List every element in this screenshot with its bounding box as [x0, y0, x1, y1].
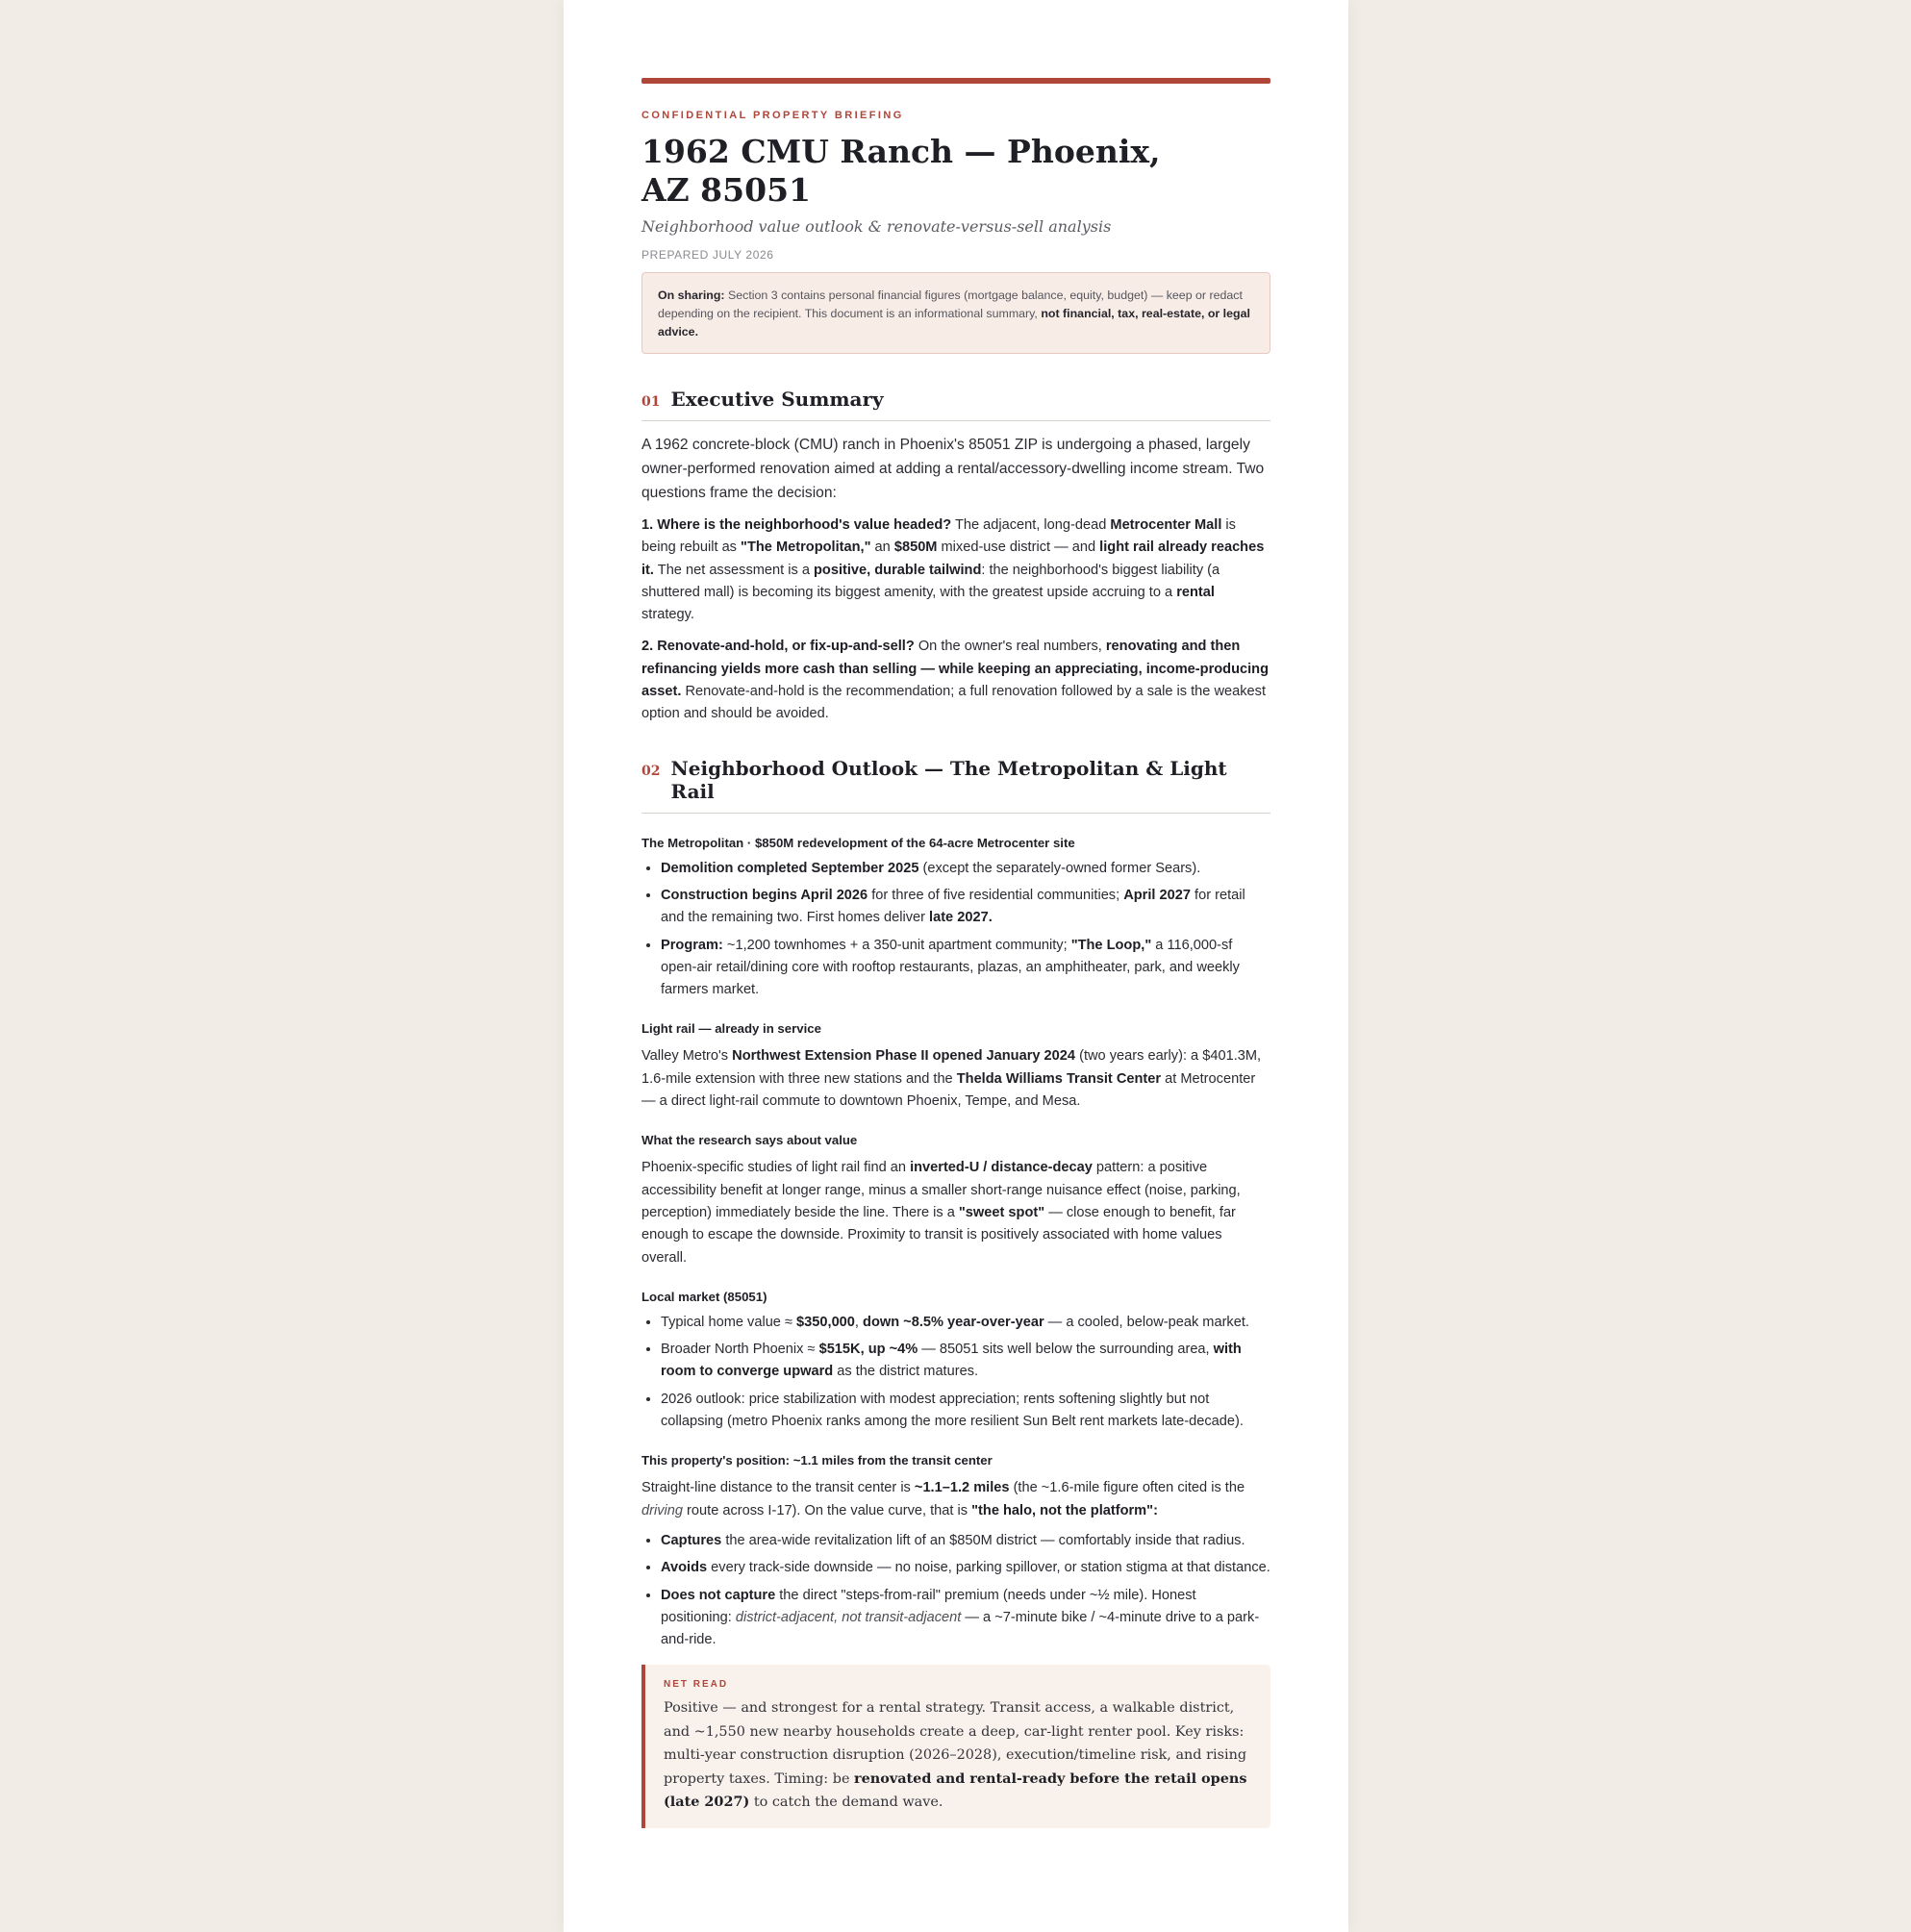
text-emphasis: late 2027.: [929, 910, 993, 926]
text-run: Broader North Phoenix ≈: [661, 1342, 819, 1358]
title-line-1: 1962 CMU Ranch — Phoenix,: [641, 133, 1161, 170]
section-title: Executive Summary: [670, 388, 884, 411]
text-emphasis: Avoids: [661, 1560, 708, 1576]
text-run: The net assessment is a: [653, 562, 815, 578]
subheading-research: What the research says about value: [641, 1133, 858, 1148]
text-run: to catch the demand wave.: [749, 1794, 943, 1811]
property-position-list: [641, 1530, 1270, 1651]
text-emphasis: $350,000: [796, 1314, 855, 1330]
text-emphasis: Metrocenter Mall: [1110, 517, 1222, 533]
question-1-paragraph: [641, 514, 1270, 626]
text-emphasis: down ~8.5% year-over-year: [863, 1314, 1044, 1330]
text-run: — a ~7-minute bike / ~4-minute drive to a park-and-ride.: [661, 1609, 1260, 1648]
document-eyebrow: CONFIDENTIAL PROPERTY BRIEFING: [641, 110, 904, 121]
text-run: an: [870, 539, 894, 556]
text-run: On the owner's real numbers,: [914, 639, 1106, 655]
local-market-list: [641, 1312, 1270, 1433]
research-paragraph: [641, 1157, 1270, 1268]
text-emphasis: Captures: [661, 1532, 722, 1548]
text-emphasis: renovated and rental-ready before the retail opens (late 2027): [664, 1769, 1247, 1811]
text-run: Valley Metro's: [641, 1048, 733, 1065]
notice-disclaimer: not financial, tax, real-estate, or legal advice.: [658, 307, 1250, 339]
text-run: The adjacent, long-dead: [951, 517, 1111, 533]
callout-label: NET READ: [664, 1679, 729, 1691]
text-run: for retail and the remaining two. First homes deliver: [661, 887, 1245, 926]
text-emphasis: $850M: [893, 539, 938, 556]
text-run: the area-wide revitalization lift of an $850M district — comfortably inside that radius.: [721, 1532, 1245, 1548]
text-run: Phoenix-specific studies of light rail find an: [641, 1160, 911, 1176]
text-run: strategy.: [641, 607, 694, 623]
list-item: [661, 885, 1270, 930]
document-content: [641, 78, 1270, 1828]
text-run: as the district matures.: [833, 1364, 979, 1380]
section-number: 01: [641, 394, 661, 410]
subheading-property-position: This property's position: ~1.1 miles from the transit center: [641, 1453, 993, 1468]
text-emphasis: Construction begins April 2026: [661, 887, 868, 903]
section-heading-executive-summary: [641, 388, 1270, 421]
section-title: Neighborhood Outlook — The Metropolitan & Light Rail: [670, 756, 1227, 803]
text-italic: driving: [641, 1502, 683, 1518]
list-item: [661, 1530, 1270, 1552]
list-item: [661, 858, 1270, 880]
property-position-paragraph: [641, 1477, 1270, 1522]
text-emphasis: "the halo, not the platform":: [971, 1502, 1158, 1518]
text-run: ,: [854, 1314, 864, 1330]
notice-label: On sharing:: [658, 289, 725, 302]
text-run: — close enough to benefit, far enough to escape the downside. Proximity to transit is positively associated with home values overall.: [641, 1204, 1236, 1266]
text-emphasis: renovating and then refinancing yields more cash than selling — while keeping an appreciating, income-producing asset.: [641, 639, 1269, 700]
text-emphasis: Does not capture: [661, 1587, 776, 1603]
text-run: every track-side downside — no noise, parking spillover, or station stigma at that distance.: [707, 1560, 1270, 1576]
text-emphasis: Northwest Extension Phase II opened January 2024: [732, 1048, 1076, 1065]
question-2-paragraph: [641, 636, 1270, 725]
document-title: [641, 133, 1270, 210]
list-item: [661, 1389, 1270, 1434]
text-emphasis: Program:: [661, 937, 723, 953]
subheading-local-market: Local market (85051): [641, 1289, 767, 1304]
text-emphasis: ~1.1–1.2 miles: [914, 1480, 1010, 1496]
text-run: at Metrocenter — a direct light-rail commute to downtown Phoenix, Tempe, and Mesa.: [641, 1070, 1256, 1110]
document-subtitle: Neighborhood value outlook & renovate-versus-sell analysis: [641, 217, 1112, 236]
list-item: [661, 1312, 1270, 1334]
list-item: [661, 1557, 1270, 1579]
text-run: a 116,000-sf open-air retail/dining core with rooftop restaurants, plazas, an amphitheater, park, and weekly farmers market.: [661, 937, 1240, 998]
text-emphasis: "The Metropolitan,": [741, 539, 871, 556]
summary-lead: A 1962 concrete-block (CMU) ranch in Phoenix's 85051 ZIP is undergoing a phased, largely owner-performed renovation aimed at adding a rental/accessory-dwelling income stream. Two questions frame the decision:: [641, 437, 1265, 501]
text-run: the direct "steps-from-rail" premium (needs under ~½ mile). Honest positioning:: [661, 1587, 1196, 1625]
subheading-light-rail: Light rail — already in service: [641, 1021, 821, 1037]
text-emphasis: rental: [1176, 584, 1215, 600]
text-run: (the ~1.6-mile figure often cited is the: [1009, 1480, 1245, 1496]
text-run: — a cooled, below-peak market.: [1044, 1314, 1249, 1330]
text-emphasis: positive, durable tailwind: [814, 562, 982, 578]
net-read-callout: [641, 1665, 1270, 1828]
text-run: mixed-use district — and: [937, 539, 1100, 556]
list-item: [661, 935, 1270, 1002]
text-run: is being rebuilt as: [641, 517, 1236, 556]
notice-text: Section 3 contains personal financial figures (mortgage balance, equity, budget) — keep or redact depending on the recipient. This document is an informational summary,: [658, 289, 1243, 320]
question-2-label: 2. Renovate-and-hold, or fix-up-and-sell?: [641, 639, 915, 655]
text-run: 2026 outlook: price stabilization with modest appreciation; rents softening slightly but not collapsing (metro Phoenix ranks among the more resilient Sun Belt rent markets late-decade).: [661, 1391, 1244, 1430]
text-emphasis: April 2027: [1123, 887, 1191, 903]
text-emphasis: inverted-U / distance-decay: [910, 1160, 1093, 1176]
section-number: 02: [641, 763, 661, 779]
text-run: Straight-line distance to the transit center is: [641, 1480, 915, 1496]
text-emphasis: $515K, up ~4%: [818, 1342, 918, 1358]
callout-text: [664, 1696, 1251, 1815]
text-run: pattern: a positive accessibility benefit at longer range, minus a smaller short-range nuisance effect (noise, parking, perception) immediately beside the line. There is a: [641, 1160, 1241, 1220]
question-1-label: 1. Where is the neighborhood's value headed?: [641, 517, 952, 533]
text-emphasis: "The Loop,": [1070, 937, 1152, 953]
accent-rule: [641, 78, 1270, 84]
text-emphasis: light rail already reaches it.: [641, 539, 1265, 578]
text-run: route across I-17). On the value curve, that is: [683, 1502, 972, 1518]
text-run: (two years early): a $401.3M, 1.6-mile extension with three new stations and the: [641, 1048, 1262, 1087]
title-line-2: AZ 85051: [641, 171, 811, 209]
text-run: Typical home value ≈: [661, 1314, 797, 1330]
text-run: — 85051 sits well below the surrounding area,: [918, 1342, 1214, 1358]
text-run: ~1,200 townhomes + a 350-unit apartment community;: [722, 937, 1071, 953]
document-page: [564, 0, 1348, 1932]
text-emphasis: Thelda Williams Transit Center: [956, 1070, 1162, 1087]
text-emphasis: "sweet spot": [958, 1204, 1045, 1220]
subheading-metropolitan: The Metropolitan · $850M redevelopment of the 64-acre Metrocenter site: [641, 835, 1075, 850]
text-emphasis: with room to converge upward: [661, 1342, 1242, 1380]
text-run: Positive — and strongest for a rental strategy. Transit access, a walkable district, and ~1,550 new nearby households create a deep, car-light renter pool. Key risks: multi-year construction disruption (2026–2028), execution/timeline risk, and rising property taxes. Timing: be: [664, 1700, 1247, 1787]
prepared-date: PREPARED JULY 2026: [641, 248, 774, 262]
metropolitan-list: [641, 858, 1270, 1002]
text-run: Renovate-and-hold is the recommendation; a full renovation followed by a sale is the weakest option and should be avoided.: [641, 684, 1266, 722]
text-run: (except the separately-owned former Sears).: [918, 860, 1201, 876]
list-item: [661, 1339, 1270, 1384]
text-italic: district-adjacent, not transit-adjacent: [735, 1609, 962, 1625]
sharing-notice: [641, 272, 1270, 354]
text-run: : the neighborhood's biggest liability (a shuttered mall) is becoming its biggest amenity, with the greatest upside accruing to a: [641, 562, 1220, 600]
list-item: [661, 1585, 1270, 1652]
light-rail-paragraph: [641, 1045, 1270, 1113]
section-heading-neighborhood-outlook: [641, 757, 1270, 814]
text-emphasis: Demolition completed September 2025: [661, 860, 919, 876]
text-run: for three of five residential communities;: [867, 887, 1124, 903]
